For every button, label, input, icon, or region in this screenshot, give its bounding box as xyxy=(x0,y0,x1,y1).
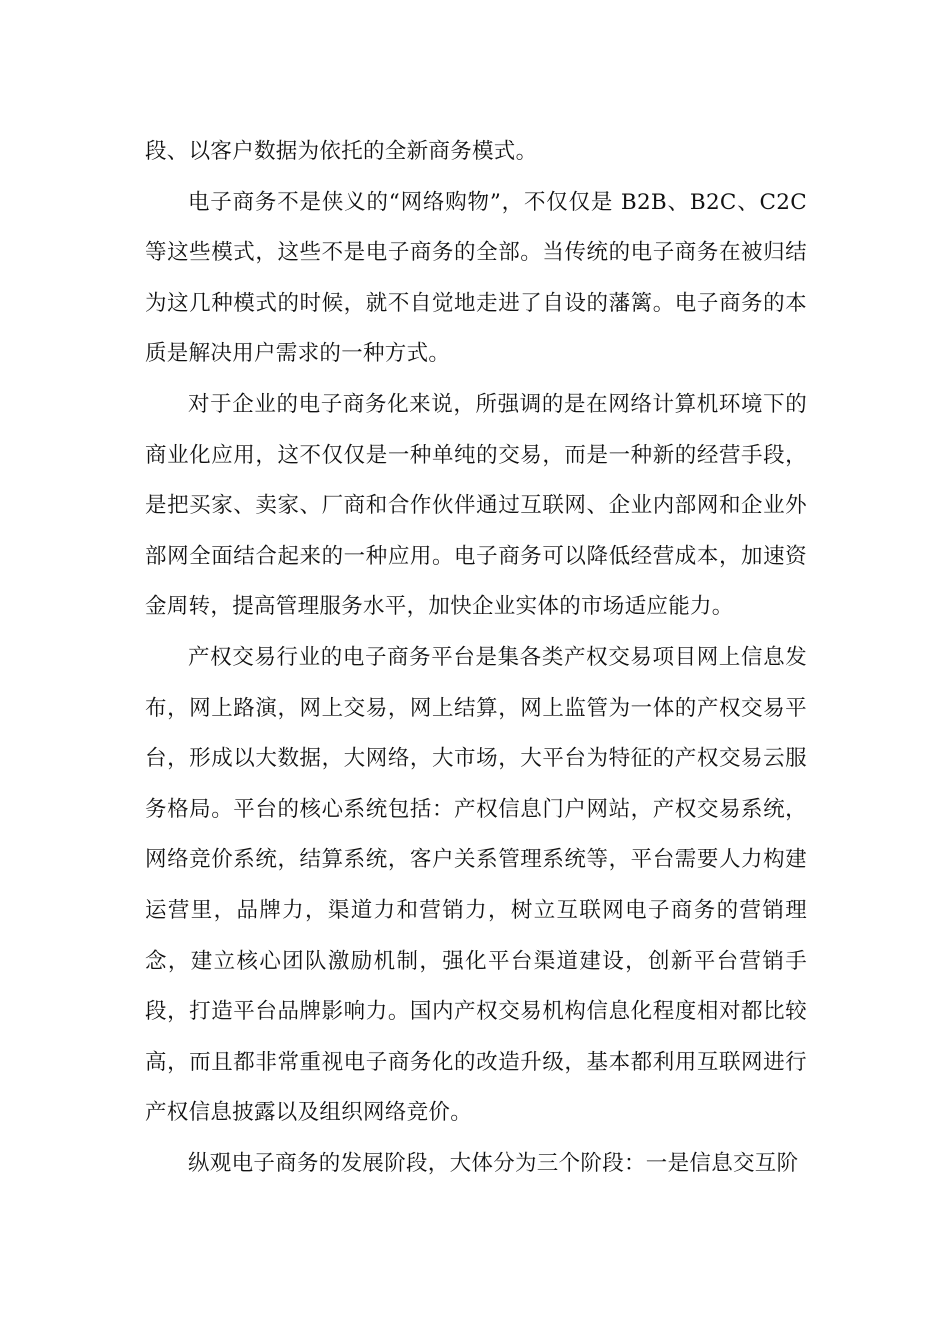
paragraph-continued: 段、以客户数据为依托的全新商务模式。 xyxy=(145,139,538,164)
document-body xyxy=(145,127,807,1189)
paragraph-ecommerce-definition: 电子商务不是侠义的“网络购物”，不仅仅是 B2B、B2C、C2C 等这些模式，这些不是电子商务的全部。当传统的电子商务在被归结为这几种模式的时候，就不自觉地走进了自设的藩篱。电子商务的本质是解决用户需求的一种方式。 xyxy=(145,189,807,367)
paragraph-enterprise-ecommerce: 对于企业的电子商务化来说，所强调的是在网络计算机环境下的商业化应用，这不仅仅是一种单纯的交易，而是一种新的经营手段，是把买家、卖家、厂商和合作伙伴通过互联网、企业内部网和企业外部网全面结合起来的一种应用。电子商务可以降低经营成本，加速资金周转，提高管理服务水平，加快企业实体的市场适应能力。 xyxy=(145,391,807,620)
paragraph-development-stages: 纵观电子商务的发展阶段，大体分为三个阶段：一是信息交互阶 xyxy=(188,1150,799,1176)
paragraph-property-rights-platform: 产权交易行业的电子商务平台是集各类产权交易项目网上信息发布，网上路演，网上交易，网上结算，网上监管为一体的产权交易平台，形成以大数据，大网络，大市场，大平台为特征的产权交易云服务格局。平台的核心系统包括：产权信息门户网站，产权交易系统，网络竞价系统，结算系统，客户关系管理系统等，平台需要人力构建运营里，品牌力，渠道力和营销力，树立互联网电子商务的营销理念，建立核心团队激励机制，强化平台渠道建设，创新平台营销手段，打造平台品牌影响力。国内产权交易机构信息化程度相对都比较高，而且都非常重视电子商务化的改造升级，基本都利用互联网进行产权信息披露以及组织网络竞价。 xyxy=(145,644,807,1126)
